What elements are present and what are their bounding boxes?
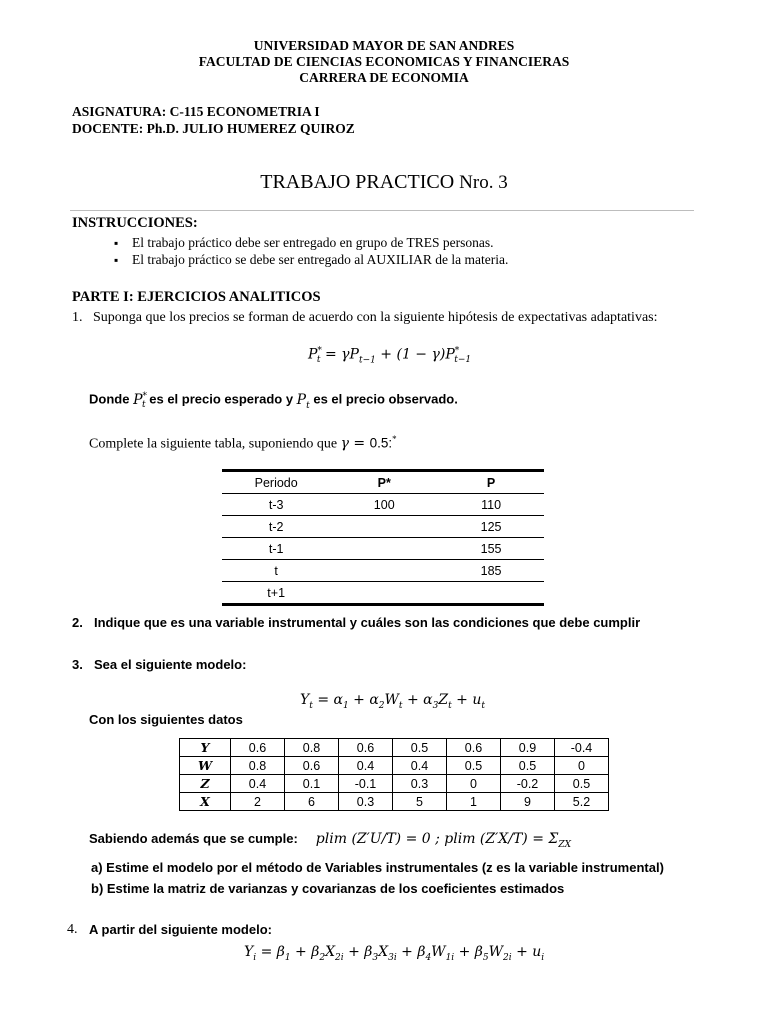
table-cell: -0.2 <box>501 775 555 793</box>
table-cell: 0 <box>447 775 501 793</box>
title-main: TRABAJO PRACTICO <box>260 171 455 193</box>
university-name: UNIVERSIDAD MAYOR DE SAN ANDRES <box>253 38 515 53</box>
table-cell: 0.1 <box>285 775 339 793</box>
table-row <box>222 582 544 605</box>
table-row <box>180 739 609 757</box>
table-cell <box>330 582 438 605</box>
table-cell <box>330 538 438 560</box>
row-label: W <box>180 757 231 775</box>
part1-heading: PARTE I: EJERCICIOS ANALITICOS <box>72 289 321 305</box>
course-teacher: DOCENTE: Ph.D. JULIO HUMEREZ QUIROZ <box>72 121 355 136</box>
table-cell: 0.3 <box>393 775 447 793</box>
table-cell: 0.4 <box>339 757 393 775</box>
donde-line: Donde $P^*_t$ es el precio esperado y $P_t$ es el precio observado. <box>89 391 458 411</box>
question-1-number: 1. <box>72 310 83 325</box>
col-header-p-star: P* <box>330 471 438 494</box>
table-cell: 0.6 <box>339 739 393 757</box>
course-subject: ASIGNATURA: C-115 ECONOMETRIA I <box>72 104 320 119</box>
table-cell: 2 <box>231 793 285 811</box>
table-cell: 1 <box>447 793 501 811</box>
page-title <box>0 171 768 194</box>
table-cell: 5 <box>393 793 447 811</box>
table-cell: 0.5 <box>501 757 555 775</box>
table-row <box>222 560 544 582</box>
table-row <box>222 538 544 560</box>
table-cell: 0.3 <box>339 793 393 811</box>
table-cell: 155 <box>438 538 544 560</box>
iv-model-equation: $Y_t = \alpha_1 + \alpha_2W_t + \alpha_3Z_t + u_t$ <box>300 692 486 711</box>
table-cell: 0.5 <box>447 757 501 775</box>
col-header-p: P <box>438 471 544 494</box>
question-3a: a) Estime el modelo por el método de Variables instrumentales (z es la variable instrumental) <box>91 860 664 875</box>
plim-equation: plim (Z′U/T) = 0 ; plim $(Z'X/T) = \Sigma_{ZX}$ <box>315 831 571 850</box>
table-cell: -0.4 <box>555 739 609 757</box>
question-4-number: 4. <box>67 922 78 937</box>
table-cell: 100 <box>330 494 438 516</box>
question-4-text: A partir del siguiente modelo: <box>89 922 272 937</box>
instruction-item: ▪ El trabajo práctico se debe ser entregado al AUXILIAR de la materia. <box>112 252 508 269</box>
table-cell: 0.8 <box>231 757 285 775</box>
table-cell: 0.4 <box>393 757 447 775</box>
question-3b: b) Estime la matriz de varianzas y covarianzas de los coeficientes estimados <box>91 881 565 896</box>
instruction-item: ▪ El trabajo práctico debe ser entregado en grupo de TRES personas. <box>112 235 508 252</box>
table-cell: 125 <box>438 516 544 538</box>
table-cell: t-1 <box>222 538 330 560</box>
regression-model-equation: $Y_i = \beta_1 + \beta_2X_{2i} + \beta_3X_{3i} + \beta_4W_{1i} + \beta_5W_{2i} + u_i$ <box>244 944 545 963</box>
table-cell: 0.5 <box>555 775 609 793</box>
data-label: Con los siguientes datos <box>89 712 243 727</box>
table-cell: 0.8 <box>285 739 339 757</box>
row-label: X <box>180 793 231 811</box>
complete-table-line: Complete la siguiente tabla, suponiendo que γ = 0.5:* <box>89 434 397 452</box>
table-cell: 5.2 <box>555 793 609 811</box>
table-row <box>180 793 609 811</box>
faculty-name: FACULTAD DE CIENCIAS ECONOMICAS Y FINANCIERAS <box>198 54 570 69</box>
table-cell: t-2 <box>222 516 330 538</box>
table-row <box>180 757 609 775</box>
table-cell: 0.6 <box>285 757 339 775</box>
table-cell <box>438 582 544 605</box>
table-cell: 185 <box>438 560 544 582</box>
table-cell: 0 <box>555 757 609 775</box>
instructions-list <box>112 235 508 268</box>
table-row <box>222 516 544 538</box>
plim-conditions-line: Sabiendo además que se cumple: plim (Z′U/T) = 0 ; plim $(Z'X/T) = \Sigma_{ZX}$ <box>89 831 571 850</box>
question-3-number: 3. <box>72 657 83 672</box>
title-divider <box>70 210 694 211</box>
table-cell: 110 <box>438 494 544 516</box>
question-1-text: Suponga que los precios se forman de acuerdo con la siguiente hipótesis de expectativas adaptativas: <box>93 310 658 325</box>
table-cell <box>330 516 438 538</box>
table-cell: 0.4 <box>231 775 285 793</box>
iv-data-table <box>179 738 609 811</box>
table-cell <box>330 560 438 582</box>
table-cell: 0.9 <box>501 739 555 757</box>
table-cell: 0.6 <box>447 739 501 757</box>
table-header-row <box>222 471 544 494</box>
table-cell: 9 <box>501 793 555 811</box>
table-row <box>180 775 609 793</box>
table-cell: 0.5 <box>393 739 447 757</box>
instructions-heading: INSTRUCCIONES: <box>72 215 198 231</box>
table-cell: -0.1 <box>339 775 393 793</box>
title-number: Nro. 3 <box>459 172 508 193</box>
row-label: Y <box>180 739 231 757</box>
table-cell: 6 <box>285 793 339 811</box>
row-label: Z <box>180 775 231 793</box>
adaptive-expectations-equation: $P^*_t = \gamma P_{t-1} + (1 - \gamma)P^*_{t-1}$ <box>308 346 472 366</box>
question-3-text: Sea el siguiente modelo: <box>94 657 247 672</box>
table-cell: t-3 <box>222 494 330 516</box>
career-name: CARRERA DE ECONOMIA <box>299 70 469 85</box>
question-2-text: Indique que es una variable instrumental y cuáles son las condiciones que debe cumplir <box>94 615 641 630</box>
expectations-table <box>222 469 544 606</box>
table-cell: t <box>222 560 330 582</box>
col-header-periodo: Periodo <box>222 471 330 494</box>
table-cell: t+1 <box>222 582 330 605</box>
table-cell: 0.6 <box>231 739 285 757</box>
question-2-number: 2. <box>72 615 83 630</box>
table-row <box>222 494 544 516</box>
